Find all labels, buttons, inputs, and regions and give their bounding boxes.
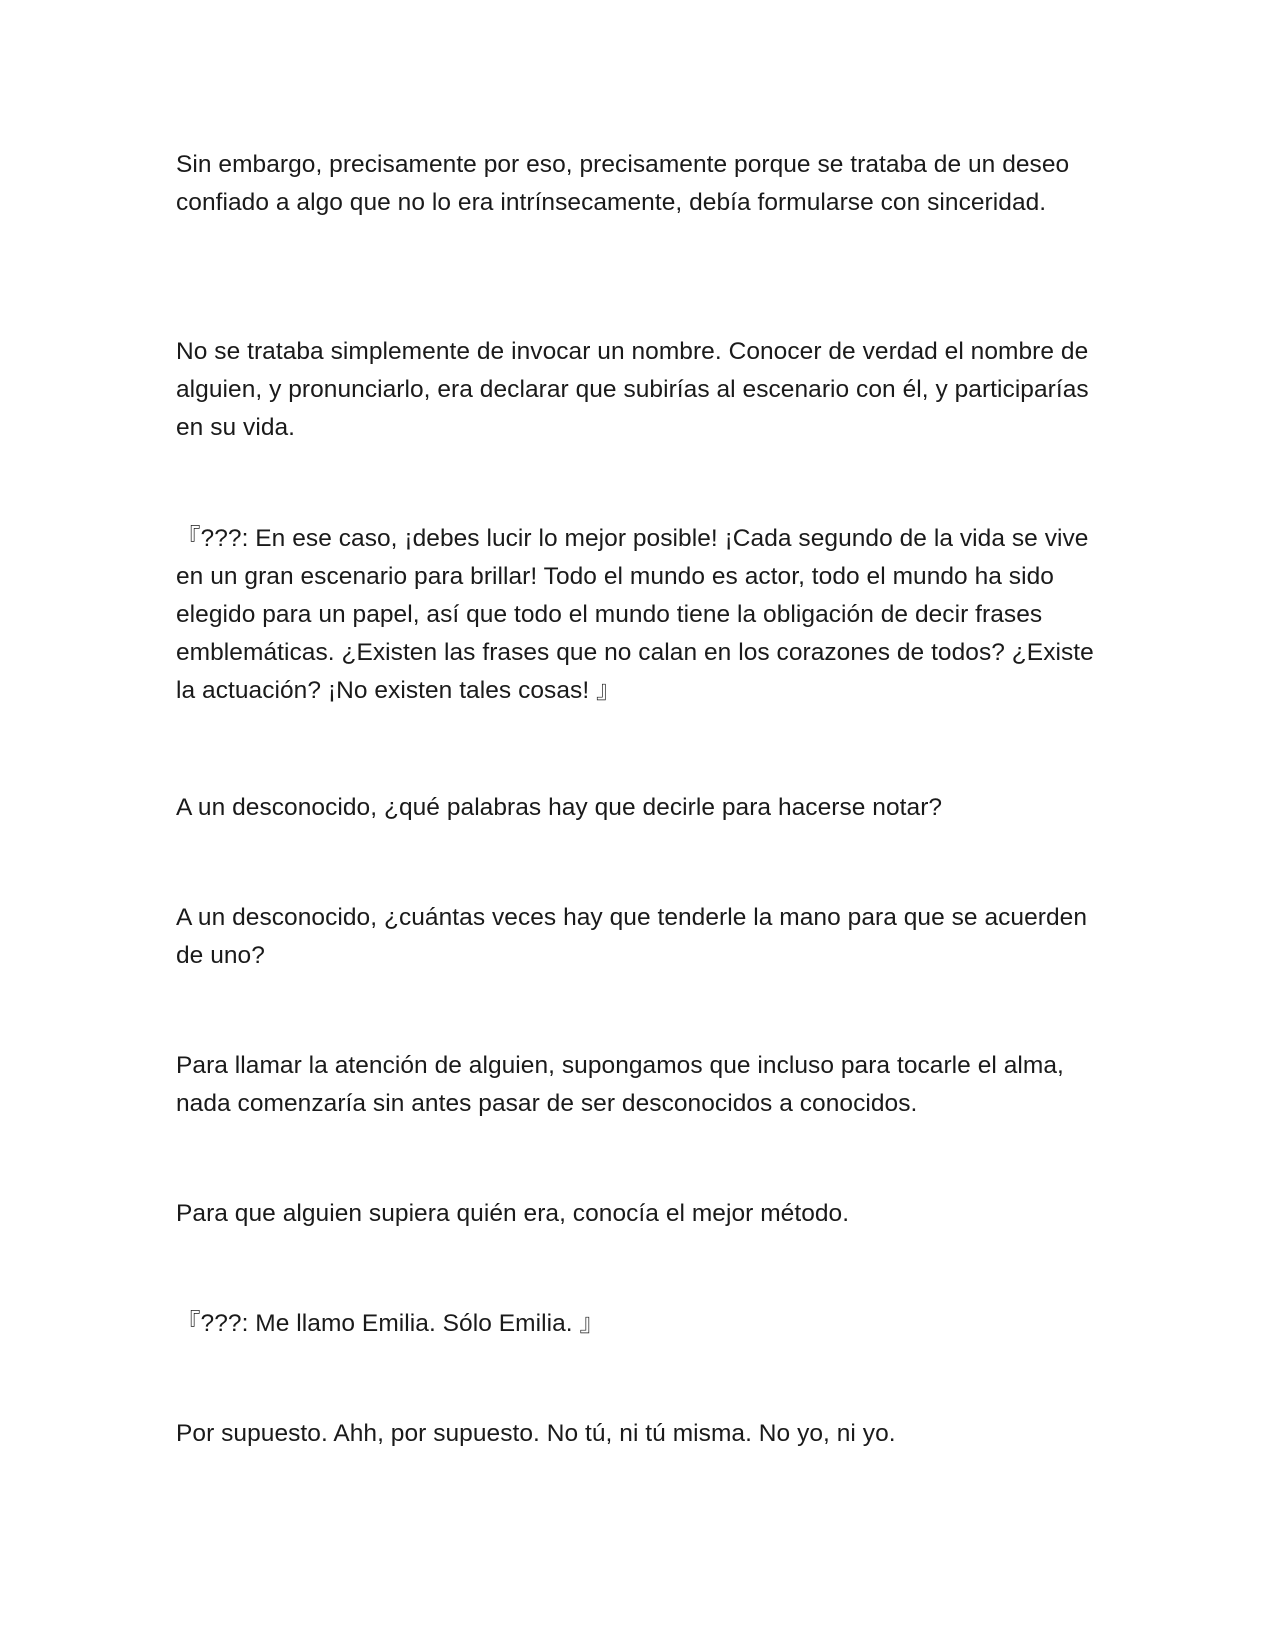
paragraph-1: Sin embargo, precisamente por eso, precisamente porque se trataba de un deseo confiado a algo que no lo era intrínsecamente, debía formularse con sinceridad. — [176, 151, 1070, 216]
paragraph-4: A un desconocido, ¿qué palabras hay que decirle para hacerse notar? — [176, 794, 943, 821]
paragraph-7: Para que alguien supiera quién era, conocía el mejor método. — [176, 1200, 850, 1227]
paragraph-3-dialogue: 『???: En ese caso, ¡debes lucir lo mejor posible! ¡Cada segundo de la vida se vive en un gran escenario para brillar! Todo el mundo es actor, todo el mundo ha sido elegido para un papel, así que todo el mundo tiene la obligación de decir frases emblemáticas. ¿Existen las frases que no calan en los corazones de todos? ¿Existe la actuación? ¡No existen tales cosas! 』 — [176, 525, 1094, 704]
paragraph-2: No se trataba simplemente de invocar un nombre. Conocer de verdad el nombre de alguien, y pronunciarlo, era declarar que subirías al escenario con él, y participarías en su vida. — [176, 338, 1089, 441]
paragraph-6: Para llamar la atención de alguien, supongamos que incluso para tocarle el alma, nada comenzaría sin antes pasar de ser desconocidos a conocidos. — [176, 1052, 1064, 1117]
paragraph-5: A un desconocido, ¿cuántas veces hay que tenderle la mano para que se acuerden de uno? — [176, 904, 1088, 969]
paragraph-8-dialogue: 『???: Me llamo Emilia. Sólo Emilia. 』 — [176, 1310, 605, 1337]
paragraph-9: Por supuesto. Ahh, por supuesto. No tú, ni tú misma. No yo, ni yo. — [176, 1420, 896, 1447]
